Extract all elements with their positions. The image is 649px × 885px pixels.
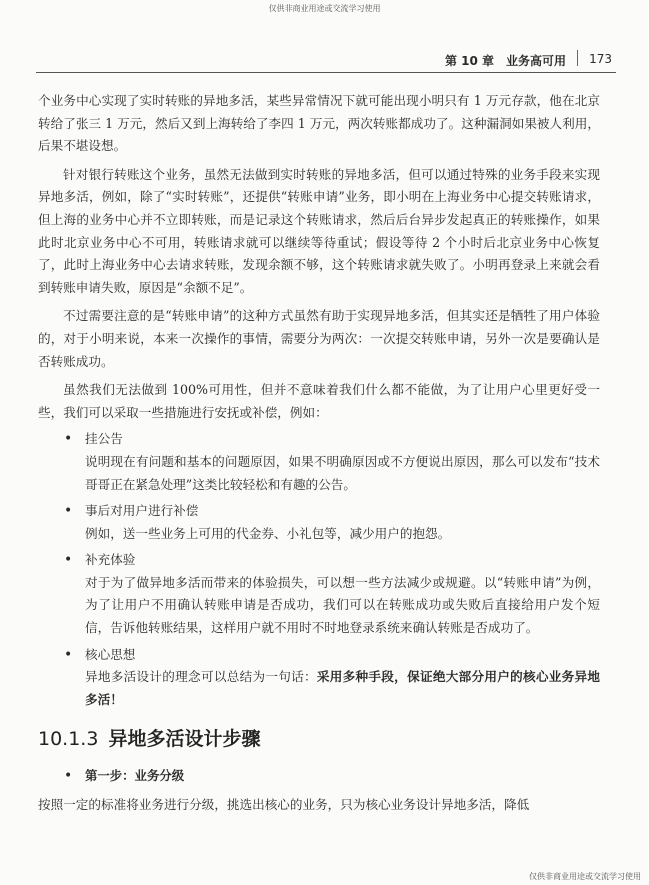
bullet-icon: • <box>64 552 73 569</box>
bullet-item <box>38 428 600 496</box>
bullet-body-text: 异地多活设计的理念可以总结为一句话： <box>85 669 317 685</box>
bullet-icon: • <box>64 768 73 785</box>
bullet-title: 事后对用户进行补偿 <box>85 503 199 519</box>
step-item <box>38 765 600 788</box>
bullet-title: 核心思想 <box>85 646 136 662</box>
header-divider <box>577 50 578 66</box>
section-number: 10.1.3 <box>38 728 99 751</box>
bullet-item <box>38 500 600 545</box>
page-header <box>36 48 616 73</box>
paragraph: 不过需要注意的是“转账申请”的这种方式虽然有助于实现异地多活，但其实还是牺牲了用户体验的，对于小明来说，本来一次操作的事情，需要分为两次：一次提交转账申请，另外一次是要确认是否转账成功。 <box>38 308 600 369</box>
bullet-body: 说明现在有问题和基本的问题原因，如果不明确原因或不方便说出原因，那么可以发布“技术哥哥正在紧急处理”这类比较轻松和有趣的公告。 <box>85 453 600 492</box>
bullet-body <box>63 666 600 711</box>
bullet-title: 补充体验 <box>85 552 136 568</box>
bullet-body: 例如，送一些业务上可用的代金券、小礼包等，减少用户的抱怨。 <box>85 525 451 541</box>
page-body <box>38 90 600 817</box>
chapter-title: 第 10 章 业务高可用 <box>444 54 566 68</box>
bullet-title: 挂公告 <box>85 431 123 447</box>
paragraph: 个业务中心实现了实时转账的异地多活，某些异常情况下就可能出现小明只有 1 万元存款，他在北京转给了张三 1 万元，然后又到上海转给了李四 1 万元，两次转账都成功了。这种漏洞如果被人利用，后果不堪设想。 <box>38 93 600 154</box>
paragraph: 虽然我们无法做到 100%可用性，但并不意味着我们什么都不能做，为了让用户心里更好受一些，我们可以采取一些措施进行安抚或补偿，例如： <box>38 382 600 420</box>
bullet-item <box>38 644 600 712</box>
section-heading <box>38 725 600 753</box>
bullet-icon: • <box>64 503 73 520</box>
paragraph: 针对银行转账这个业务，虽然无法做到实时转账的异地多活，但可以通过特殊的业务手段来实现异地多活，例如，除了“实时转账”，还提供“转账申请”业务，即小明在上海业务中心提交转账请求，但上海的业务中心并不立即转账，而是记录这个转账请求，然后后台异步发起真正的转账操作，如果此时北京业务中心不可用，转账请求就可以继续等待重试；假设等待 2 个小时后北京业务中心恢复了，此时上海业务中心去请求转账，发现余额不够，这个转账请求就失败了。小明再登录上来就会看到转账申请失败，原因是“余额不足”。 <box>38 166 600 295</box>
bullet-icon: • <box>64 646 73 663</box>
step-title: 第一步：业务分级 <box>85 768 185 784</box>
bullet-body-emphasis: 采用多种手段，保证绝大部分用户的核心业务异地多活！ <box>85 669 601 707</box>
page-number: 173 <box>589 52 612 66</box>
bullet-body: 对于为了做异地多活而带来的体验损失，可以想一些方法减少或规避。以“转账申请”为例，为了让用户不用确认转账申请是否成功，我们可以在转账成功或失败后直接给用户发个短信，告诉他转账结果，这样用户就不用时不时地登录系统来确认转账是否成功了。 <box>85 574 600 636</box>
watermark-bottom: 仅供非商业用途或交流学习使用 <box>529 872 641 881</box>
section-title: 异地多活设计步骤 <box>108 728 261 751</box>
watermark-top: 仅供非商业用途或交流学习使用 <box>268 4 381 13</box>
bullet-icon: • <box>64 431 73 448</box>
bullet-item <box>38 549 600 639</box>
paragraph: 按照一定的标准将业务进行分级，挑选出核心的业务，只为核心业务设计异地多活，降低 <box>38 797 530 813</box>
